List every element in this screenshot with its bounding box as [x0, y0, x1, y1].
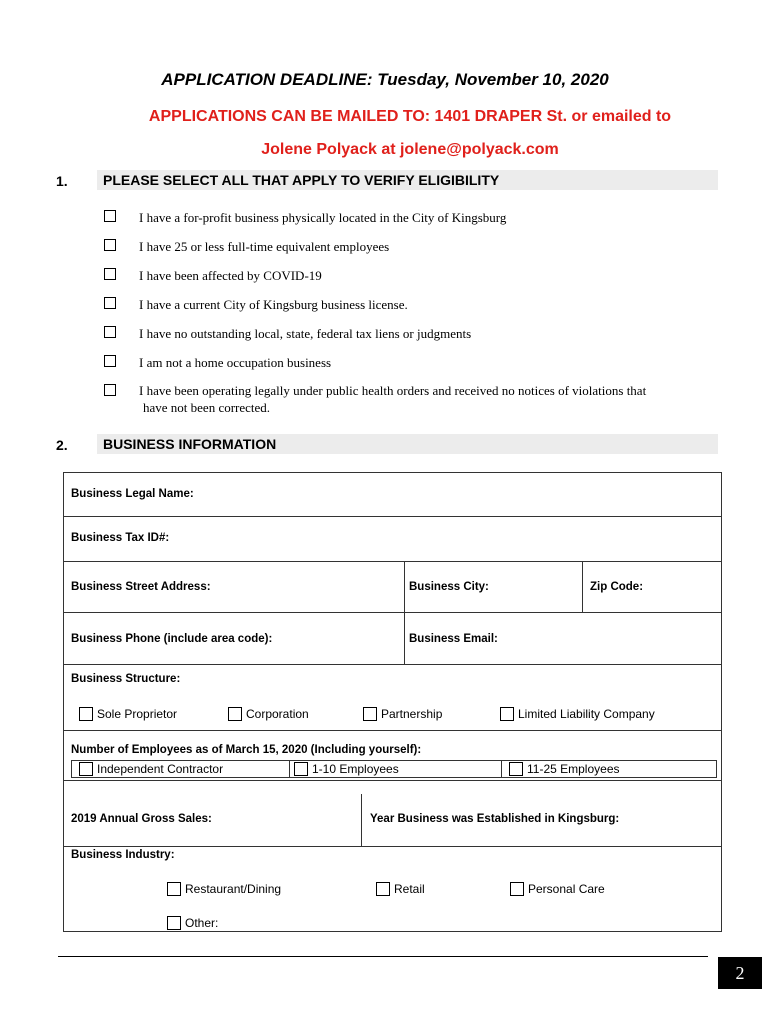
email-instructions: Jolene Polyack at jolene@polyack.com [261, 141, 559, 158]
checkbox[interactable] [167, 882, 181, 896]
business-info-form: Business Legal Name: Business Tax ID#: Business Street Address: Business City: Zip Code: Business Phone (include area code): Business Email: Business Structure: Sole Proprietor Corporation Partnership Limited Liability Company Number of Employees as of March 15, 2020 (Including yourself): Independent Contractor 1-10 Employees 11-25 Employees 2019 Annual Gross Sales: Year Business was Established in Kingsburg: Business Industry: Restaurant/Dining Retail Personal Care Other: [63, 472, 722, 932]
gross-sales-field[interactable]: 2019 Annual Gross Sales: [71, 813, 212, 825]
section-2-header [97, 434, 718, 454]
checkbox[interactable] [376, 882, 390, 896]
phone-field[interactable]: Business Phone (include area code): [71, 633, 273, 645]
application-deadline: APPLICATION DEADLINE: Tuesday, November 10, 2020 [161, 70, 609, 89]
section-1-header [97, 170, 718, 190]
eligibility-item-1: I have a for-profit business physically located in the City of Kingsburg [139, 210, 507, 225]
checkbox[interactable] [294, 762, 308, 776]
eligibility-checkbox-4[interactable] [104, 297, 116, 309]
checkbox[interactable] [167, 916, 181, 930]
eligibility-checkbox-2[interactable] [104, 239, 116, 251]
eligibility-checkbox-1[interactable] [104, 210, 116, 222]
footer-rule [58, 956, 708, 957]
checkbox[interactable] [500, 707, 514, 721]
structure-label: Business Structure: [71, 673, 181, 685]
eligibility-item-7-cont: have not been corrected. [143, 400, 271, 415]
tax-id-field[interactable]: Business Tax ID#: [71, 532, 170, 544]
eligibility-checkbox-7[interactable] [104, 384, 116, 396]
checkbox[interactable] [79, 707, 93, 721]
zip-code-field[interactable]: Zip Code: [590, 581, 644, 593]
eligibility-item-6: I am not a home occupation business [139, 355, 332, 370]
eligibility-checkbox-5[interactable] [104, 326, 116, 338]
checkbox[interactable] [228, 707, 242, 721]
section-2-number: 2. [56, 437, 68, 453]
year-established-field[interactable]: Year Business was Established in Kingsburg: [370, 813, 620, 825]
checkbox[interactable] [79, 762, 93, 776]
street-address-field[interactable]: Business Street Address: [71, 581, 211, 593]
industry-label: Business Industry: [71, 849, 175, 861]
checkbox[interactable] [509, 762, 523, 776]
eligibility-item-2: I have 25 or less full-time equivalent employees [139, 239, 390, 254]
section-2-title: BUSINESS INFORMATION [103, 436, 277, 452]
section-1-title: PLEASE SELECT ALL THAT APPLY TO VERIFY ELIGIBILITY [103, 172, 500, 188]
eligibility-checkbox-6[interactable] [104, 355, 116, 367]
section-1-number: 1. [56, 173, 68, 189]
city-field[interactable]: Business City: [409, 581, 489, 593]
eligibility-item-5: I have no outstanding local, state, federal tax liens or judgments [139, 326, 472, 341]
mailing-instructions: APPLICATIONS CAN BE MAILED TO: 1401 DRAPER St. or emailed to [148, 108, 672, 125]
eligibility-checkbox-3[interactable] [104, 268, 116, 280]
eligibility-item-7: I have been operating legally under public health orders and received no notices of violations that [139, 383, 647, 398]
legal-name-field[interactable]: Business Legal Name: [71, 488, 194, 500]
eligibility-item-4: I have a current City of Kingsburg business license. [139, 297, 408, 312]
eligibility-item-3: I have been affected by COVID-19 [139, 268, 322, 283]
employees-options-row: Independent Contractor 1-10 Employees 11-25 Employees [71, 760, 717, 778]
checkbox[interactable] [510, 882, 524, 896]
checkbox[interactable] [363, 707, 377, 721]
employees-label: Number of Employees as of March 15, 2020 (Including yourself): [71, 744, 422, 756]
page-number: 2 [718, 957, 762, 989]
email-field[interactable]: Business Email: [409, 633, 498, 645]
